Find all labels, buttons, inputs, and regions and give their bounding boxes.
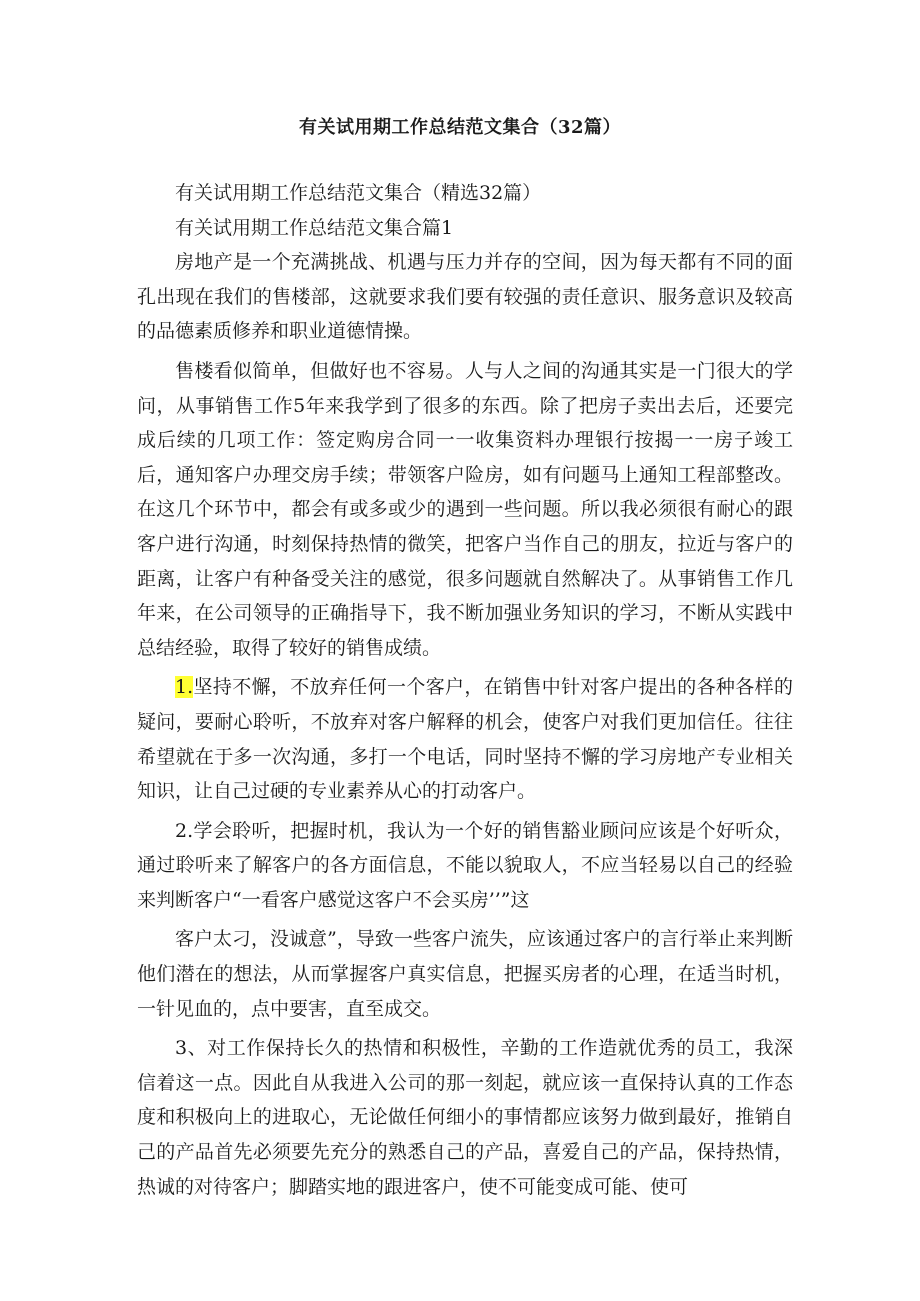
paragraph-point-3: 3、对工作保持长久的热情和积极性，辛勤的工作造就优秀的员工，我深信着这一点。因此自从我进入公司的那一刻起，就应该一直保持认真的工作态度和积极向上的进取心，无论做任何细小的事情都应该努力做到最好，推销自己的产品首先必须要先充分的熟悉自己的产品，喜爱自己的产品，保持热情，热诚的对待客户；脚踏实地的跟进客户，使不可能变成可能、使可 xyxy=(137,1037,793,1198)
paragraph-point-2-continued: 客户太刁，没诚意”，导致一些客户流失，应该通过客户的言行举止来判断他们潜在的想法，从而掌握客户真实信息，把握买房者的心理，在适当时机，一针见血的，点中要害，直至成交。 xyxy=(137,928,793,1020)
list-marker-highlight: 1. xyxy=(175,676,194,699)
document-subtitle: 有关试用期工作总结范文集合（精选32篇） xyxy=(175,182,542,204)
paragraph-intro: 房地产是一个充满挑战、机遇与压力并存的空间，因为每天都有不同的面孔出现在我们的售楼部，这就要求我们要有较强的责任意识、服务意识及较高的品德素质修养和职业道德情操。 xyxy=(137,251,793,343)
paragraph-point-1 xyxy=(137,670,793,808)
paragraph-sales-experience: 售楼看似简单，但做好也不容易。人与人之间的沟通其实是一门很大的学问，从事销售工作5年来我学到了很多的东西。除了把房子卖出去后，还要完成后续的几项工作：签定购房合同一一收集资料办理银行按揭一一房子竣工后，通知客户办理交房手续；带领客户险房，如有问题马上通知工程部整改。在这几个环节中，都会有或多或少的遇到一些问题。所以我必须很有耐心的跟客户进行沟通，时刻保持热情的微笑，把客户当作自己的朋友，拉近与客户的距离，让客户有种备受关注的感觉，很多问题就自然解决了。从事销售工作几年来，在公司领导的正确指导下，我不断加强业务知识的学习，不断从实践中总结经验，取得了较好的销售成绩。 xyxy=(137,359,793,659)
section-heading: 有关试用期工作总结范文集合篇1 xyxy=(175,216,454,239)
document-title: 有关试用期工作总结范文集合（32篇） xyxy=(298,117,622,138)
paragraph-point-1-text: 坚持不懈，不放弃任何一个客户，在销售中针对客户提出的各种各样的疑问，要耐心聆听，不放弃对客户解释的机会，使客户对我们更加信任。往往希望就在于多一次沟通，多打一个电话，同时坚持不懈的学习房地产专业相关知识，让自己过硬的专业素养从心的打动客户。 xyxy=(137,676,793,803)
document-body xyxy=(137,176,793,1204)
paragraph-point-2: 2.学会聆听，把握时机，我认为一个好的销售豁业顾问应该是个好听众，通过聆听来了解客户的各方面信息，不能以貌取人，不应当轻易以自己的经验来判断客户“一看客户感觉这客户不会买房’’”这 xyxy=(137,819,793,911)
